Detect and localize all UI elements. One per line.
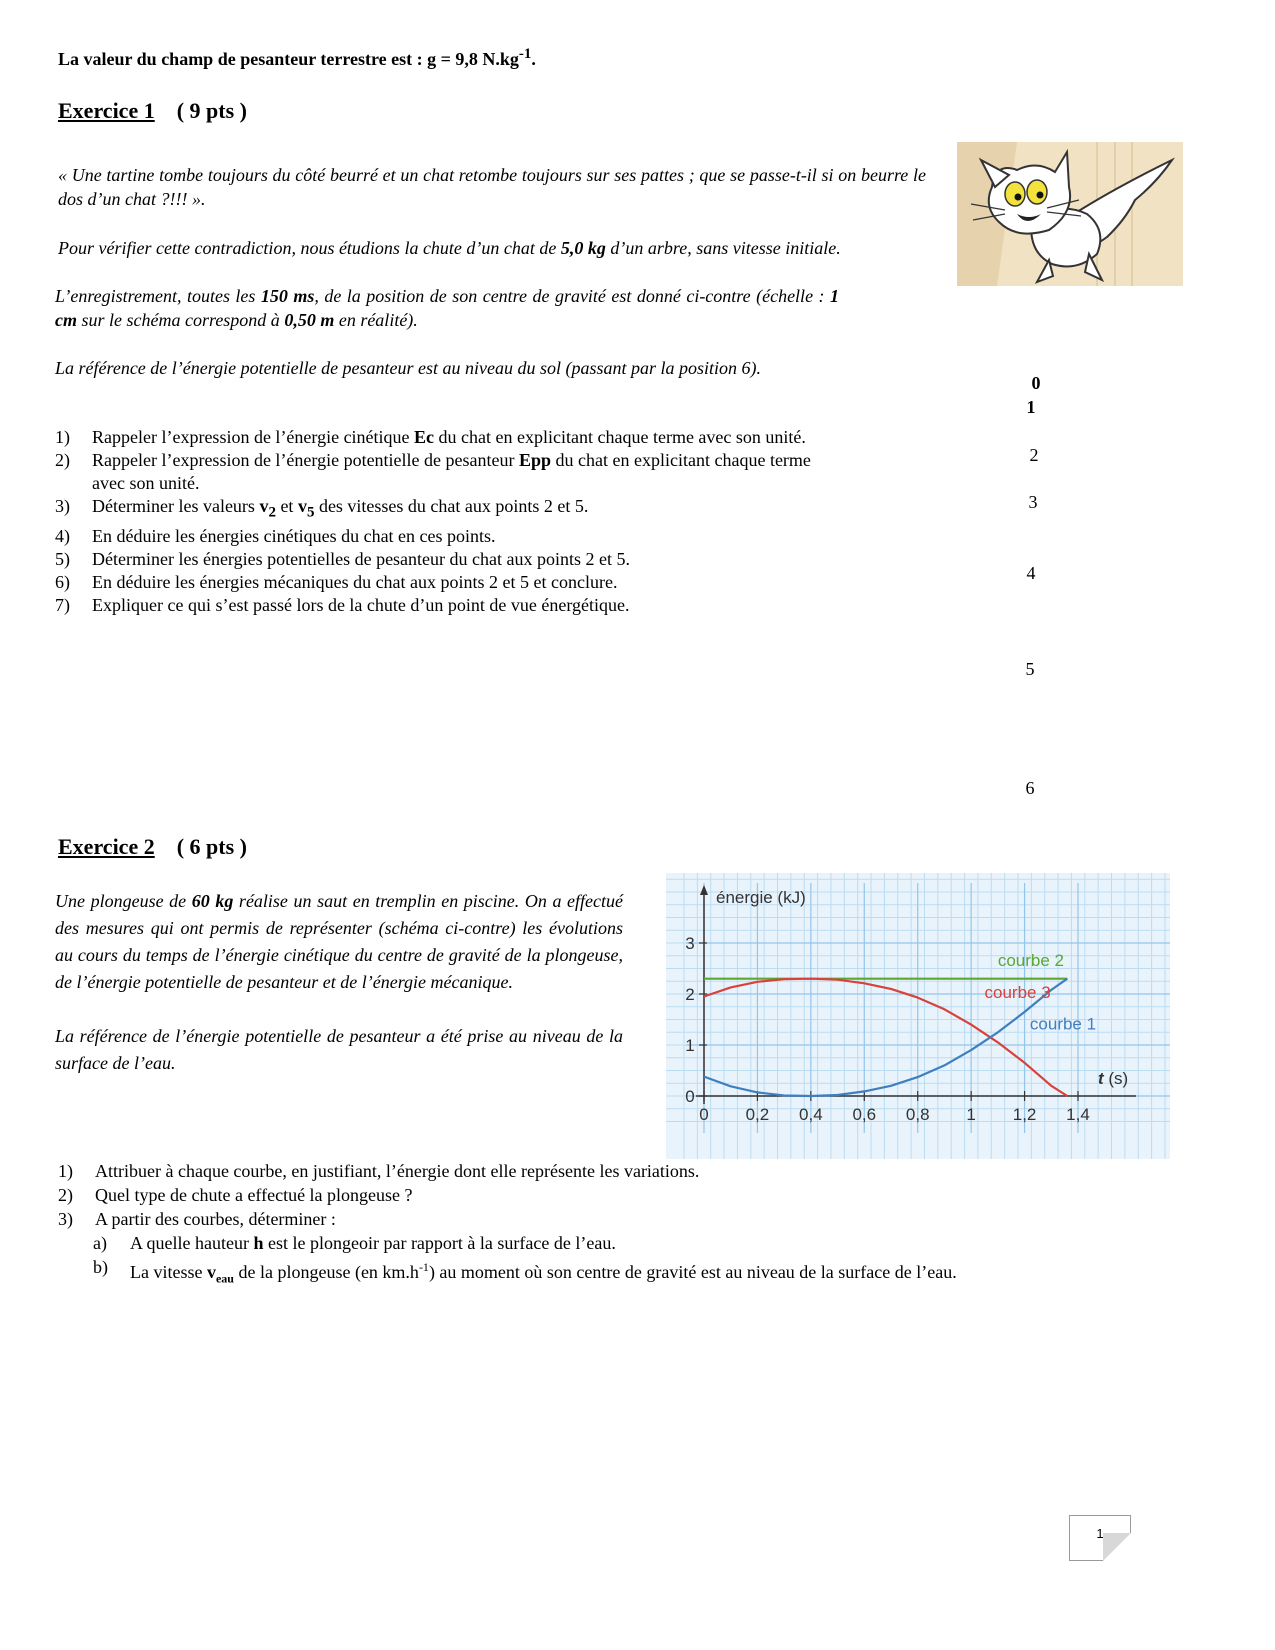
x-axis-label: t (s) [1098, 1069, 1129, 1088]
question-4: 4) En déduire les énergies cinétiques du chat en ces points. [55, 525, 496, 546]
question-5: 5) Déterminer les énergies potentielles de pesanteur du chat aux points 2 et 5. [55, 548, 630, 569]
position-label-5: 5 [1025, 659, 1035, 679]
exercise-1-questions [55, 426, 840, 617]
question-1: 1) Rappeler l’expression de l’énergie cinétique Ec du chat en explicitant chaque terme avec son unité. [55, 427, 806, 447]
question-7: 7) Expliquer ce qui s’est passé lors de la chute d’un point de vue énergétique. [55, 594, 630, 615]
x-tick-label: 0,2 [745, 1105, 770, 1124]
exercise-1-points: ( 9 pts ) [176, 98, 247, 123]
position-label-3: 3 [1028, 492, 1038, 512]
x-tick-label: 0,6 [852, 1105, 877, 1124]
exercise-1-paragraph-3: L’enregistrement, toutes les 150 ms, de la position de son centre de gravité est donné ci-contre (échelle : 1 cm sur le schéma correspond à 0,50 m en réalité). [55, 286, 839, 330]
question-3: 3) Déterminer les valeurs $v_2$ et $v_5$ des vitesses du chat aux points 2 et 5. [55, 496, 589, 521]
exercise-1-label: Exercice 1 [58, 98, 155, 123]
exercise-2-paragraph-1: Une plongeuse de 60 kg réalise un saut en tremplin en piscine. On a effectué des mesures qui ont permis de représenter (schéma ci-contre) les évolutions au cours du temps de l’énergie cinétique du centre de gravité de la plongeuse, de l’énergie potentielle de pesanteur et de l’énergie mécanique. [55, 891, 624, 992]
ex2-question-1: 1) Attribuer à chaque courbe, en justifiant, l’énergie dont elle représente les variations. [58, 1161, 700, 1181]
exercise-2-questions [58, 1159, 1168, 1291]
y-tick-label: 1 [685, 1036, 695, 1055]
gravity-text: La valeur du champ de pesanteur terrestre est : g = 9,8 N.kg [58, 49, 519, 69]
ex2-question-3b: b) La vitesse $v_{eau}$ de la plongeuse (en $km.h^{-1}$) au moment où son centre de gravité est au niveau de la surface de l’eau. [93, 1257, 957, 1286]
y-axis-label: énergie (kJ) [716, 888, 806, 907]
position-label-6: 6 [1025, 778, 1035, 798]
ex2-question-2: 2) Quel type de chute a effectué la plongeuse ? [58, 1185, 413, 1205]
cat-illustration [957, 142, 1183, 286]
series-label-courbe3: courbe 3 [984, 983, 1051, 1003]
cat-left-eye [1005, 182, 1025, 206]
x-tick-label: 1,4 [1066, 1105, 1090, 1124]
gravity-end: . [531, 49, 536, 69]
question-2: 2) Rappeler l’expression de l’énergie potentielle de pesanteur Epp du chat en explicitant chaque terme avec son unité. [55, 450, 811, 493]
cat-right-eye [1027, 180, 1047, 204]
cat-left-pupil [1015, 194, 1022, 201]
y-tick-label: 0 [685, 1087, 695, 1106]
exercise-1-paragraph-2: Pour vérifier cette contradiction, nous étudions la chute d’un chat de 5,0 kg d’un arbre, sans vitesse initiale. [58, 238, 841, 258]
exercise-2-points: ( 6 pts ) [176, 834, 247, 859]
position-label-4: 4 [1026, 563, 1036, 583]
exercise-1-title [58, 98, 247, 124]
y-tick-label: 2 [685, 985, 695, 1004]
position-label-0: 0 [1031, 373, 1041, 393]
gravity-exponent: -1 [518, 46, 532, 62]
x-tick-label: 1,2 [1012, 1105, 1037, 1124]
exercise-1-quote: « Une tartine tombe toujours du côté beurré et un chat retombe toujours sur ses pattes ; que se passe-t-il si on beurre le dos d’un chat ?!!! ». [58, 165, 926, 209]
page-number-box [1069, 1515, 1131, 1561]
energy-chart [666, 873, 1170, 1159]
page-corner-fold [1103, 1533, 1131, 1561]
ex2-question-3a: a) A quelle hauteur h est le plongeoir par rapport à la surface de l’eau. [93, 1233, 616, 1253]
ex2-sub-questions [93, 1231, 1168, 1291]
exercise-2-label: Exercice 2 [58, 834, 155, 859]
cat-right-pupil [1037, 192, 1044, 199]
position-label-2: 2 [1029, 445, 1039, 465]
y-tick-label: 3 [685, 934, 695, 953]
series-label-courbe1: courbe 1 [1029, 1014, 1097, 1034]
x-tick-label: 0,4 [799, 1105, 823, 1124]
position-label-1: 1 [1026, 397, 1036, 417]
x-tick-label: 1 [966, 1105, 976, 1124]
exercise-2-paragraph-2: La référence de l’énergie potentielle de pesanteur a été prise au niveau de la surface de l’eau. [55, 1026, 623, 1073]
ex2-question-3: 3) A partir des courbes, déterminer : a) A quelle hauteur h est le plongeoir par rapport à la surface de l’eau. b) La vitesse $v_{eau}$ de la plongeuse (en $km.h^{-1}$) au moment où son centre de gravité est au niveau de la surface de l’eau. [58, 1207, 1168, 1291]
series-label-courbe2: courbe 2 [997, 950, 1065, 970]
gravity-value-line [58, 46, 536, 70]
question-6: 6) En déduire les énergies mécaniques du chat aux points 2 et 5 et conclure. [55, 571, 618, 592]
exercise-2-title [58, 834, 247, 860]
page-number: 1 [1096, 1526, 1104, 1541]
x-tick-label: 0 [699, 1105, 709, 1124]
x-tick-label: 0,8 [905, 1105, 930, 1124]
exercise-1-paragraph-4: La référence de l’énergie potentielle de pesanteur est au niveau du sol (passant par la position 6). [55, 358, 762, 378]
